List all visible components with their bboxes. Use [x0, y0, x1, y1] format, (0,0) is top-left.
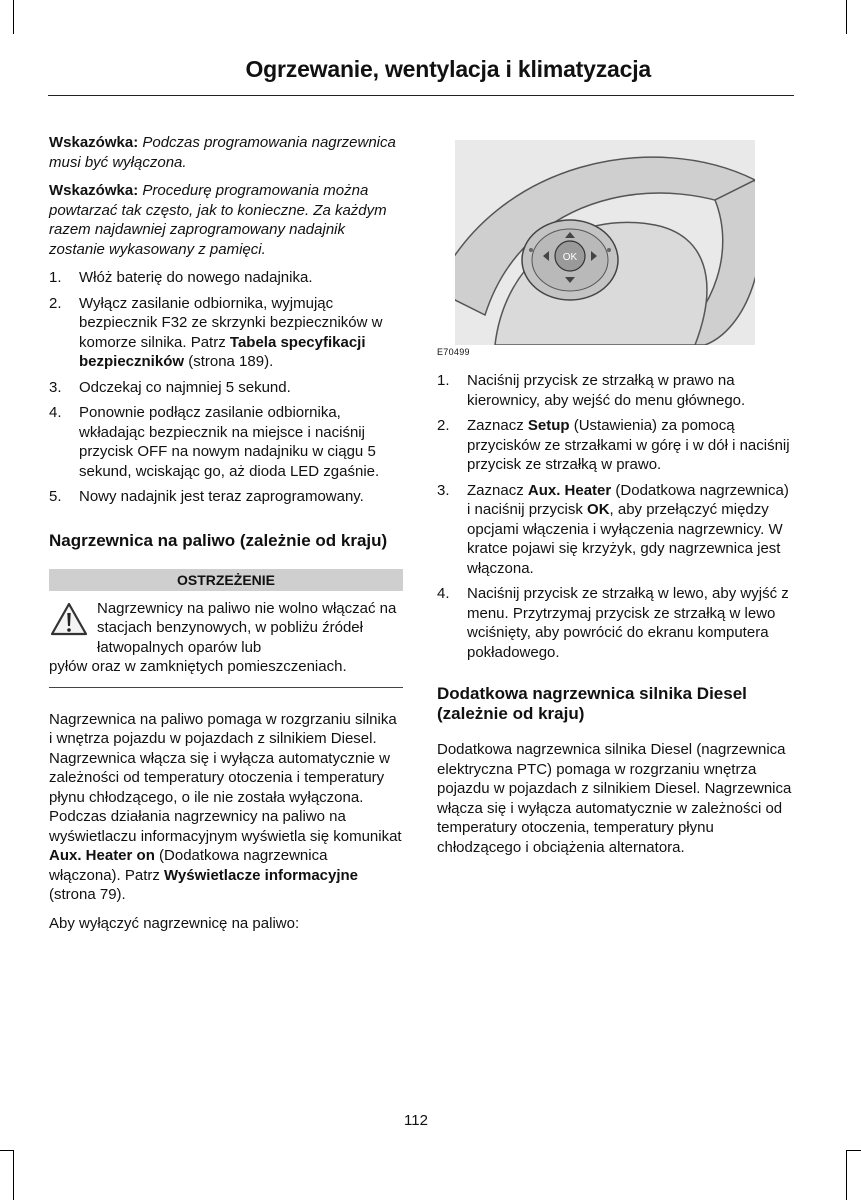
fuel-heater-description: Nagrzewnica na paliwo pomaga w rozgrzaniu silnika i wnętrza pojazdu w pojazdach z silnikiem Diesel. Nagrzewnica włącza się i wyłącza automatycznie w zależności od temperatury otoczenia i temperatury płynu chłodzącego, o ile nie została wyłączona. Podczas działania nagrzewnicy na paliwo na wyświetlaczu informacyjnym wyświetla się komunikat Aux. Heater on (Dodatkowa nagrzewnica włączona). Patrz Wyświetlacze informacyjne (strona 79). [49, 710, 402, 903]
fuse-table-link[interactable]: Tabela specyfikacji bezpieczników [79, 333, 366, 370]
crop-mark-bottom-left-v [13, 1150, 14, 1200]
diesel-heater-description: Dodatkowa nagrzewnica silnika Diesel (nagrzewnica elektryczna PTC) pomaga w rozgrzaniu wnętrza pojazdu w pojazdach z silnikiem Diesel. Nagrzewnica włącza się i wyłącza automatycznie w zależności od temperatury otoczenia, temperatury płynu chłodzącego i obciążenia alternatora. [437, 741, 792, 856]
section-heading-diesel-heater: Dodatkowa nagrzewnica silnika Diesel (zależnie od kraju) [437, 684, 747, 723]
crop-mark-bottom-right-v [846, 1150, 847, 1200]
list-item: 5. Nowy nadajnik jest teraz zaprogramowany. [49, 488, 364, 505]
switch-off-steps [437, 371, 793, 662]
list-item: 1. Naciśnij przycisk ze strzałką w prawo na kierownicy, aby wejść do menu głównego. [437, 372, 746, 409]
crop-mark-bottom-left-h [0, 1150, 14, 1151]
warning-triangle-icon [49, 601, 89, 637]
page-number: 112 [404, 1112, 428, 1129]
warning-text-end: pyłów oraz w zamkniętych pomieszczeniach. [49, 658, 347, 675]
list-item: 2. Zaznacz Setup (Ustawienia) za pomocą przycisków ze strzałkami w górę i w dół i naciśnij przycisk ze strzałką w prawo. [437, 417, 790, 473]
section-heading-fuel-heater: Nagrzewnica na paliwo (zależnie od kraju) [49, 530, 388, 550]
note-programming-off: Wskazówka: Podczas programowania nagrzewnica musi być wyłączona. [49, 134, 396, 171]
left-column [49, 133, 403, 942]
header-divider [48, 95, 794, 96]
warning-box [49, 599, 403, 688]
list-item: 1. Włóż baterię do nowego nadajnika. [49, 269, 313, 286]
crop-mark-bottom-right-h [846, 1150, 861, 1151]
list-item: 2. Wyłącz zasilanie odbiornika, wyjmując bezpiecznik F32 ze skrzynki bezpieczników w komorze silnika. Patrz Tabela specyfikacji bezpieczników (strona 189). [49, 294, 383, 370]
crop-mark-top-right [846, 0, 847, 34]
info-displays-link[interactable]: Wyświetlacze informacyjne [164, 866, 359, 884]
list-item: 4. Naciśnij przycisk ze strzałką w lewo, aby wyjść z menu. Przytrzymaj przycisk ze strzałką w lewo wciśnięty, aby powrócić do ekranu komputera pokładowego. [437, 585, 789, 661]
programming-steps [49, 268, 403, 507]
right-column [437, 371, 793, 866]
list-item: 4. Ponownie podłącz zasilanie odbiornika, wkładając bezpiecznik na miejsce i naciśnij przycisk OFF na nowym nadajniku w ciągu 5 sekund, wciskając go, aż dioda LED zgaśnie. [49, 404, 380, 480]
crop-mark-top-left [13, 0, 14, 34]
ok-button-label: OK [562, 252, 578, 263]
steering-wheel-drawing [455, 140, 755, 345]
warning-title-bar: OSTRZEŻENIE [49, 569, 403, 591]
switch-off-intro: Aby wyłączyć nagrzewnicę na paliwo: [49, 914, 300, 932]
list-item: 3. Zaznacz Aux. Heater (Dodatkowa nagrzewnica) i naciśnij przycisk OK, aby przełączyć między opcjami włączenia i wyłączenia nagrzewnicy. W kratce pojawi się krzyżyk, gdy nagrzewnica jest włączona. [437, 481, 789, 577]
steering-wheel-illustration [455, 140, 755, 345]
figure-label: E70499 [437, 347, 470, 357]
list-item: 3. Odczekaj co najmniej 5 sekund. [49, 378, 291, 396]
note-repeat-programming: Wskazówka: Procedurę programowania można powtarzać tak często, jak to konieczne. Za każdym razem najdawniej zaprogramowany nadajnik zostanie wykasowany z pamięci. [49, 182, 387, 258]
warning-text: Nagrzewnicy na paliwo nie wolno włączać na stacjach benzynowych, w pobliżu źródeł łatwopalnych oparów lub [97, 599, 397, 656]
page-title: Ogrzewanie, wentylacja i klimatyzacja [245, 56, 651, 82]
